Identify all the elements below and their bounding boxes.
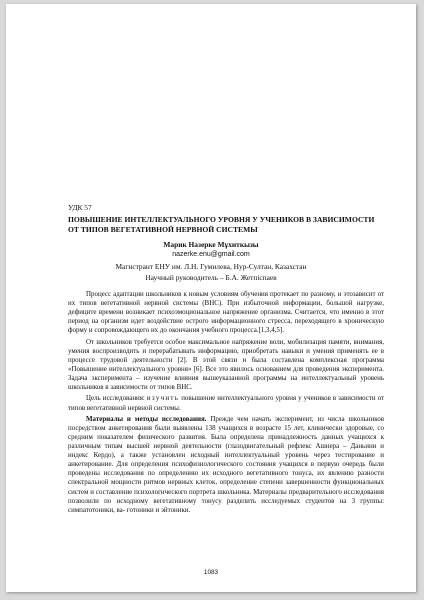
author-email[interactable]: nazerke.enu@gmail.com [172,251,250,258]
paragraph-methods [68,415,384,515]
paragraph-requirements: От школьников требуется особое максимальное напряжение воли, мобилизация памяти, внимания, умения воспроизводить и перерабатывать информацию, приобретать навыки и умения применять ее в процессе трудовой деятельности [2]. В этой связи и была составлена комплексная программа «Повышение интеллектуального уровня» [6]. Все это явилось основанием для проведения эксперимента. Задача эксперимента – изучение влияния вышеуказанной программы на интеллектуальный уровень школьников в зависимости от типов ВНС. [68,337,384,392]
paragraph-intro: Процесс адаптации школьников к новым условиям обучения протекает по разному, и этозависит от их типов вегетативной нервной системы (ВНС). При избыточной информации, большой нагрузке, дефиците времени возникает психоэмоциональное напряжение организма. Считается, что именно в этот период на организм идет воздействие острого информационного стресса, переходящего в хроническую форму и сопровождающего их до окончания учебного процесса.[1,3,4,5]. [68,290,384,335]
methods-heading: Материалы и методы исследования. [86,414,207,423]
article-title: ПОВЫШЕНИЕ ИНТЕЛЛЕКТУАЛЬНОГО УРОВНЯ У УЧЕНИКОВ В ЗАВИСИМОСТИ ОТ ТИПОВ ВЕГЕТАТИВНОЙ НЕРВНОЙ СИСТЕМЫ [68,215,375,234]
goal-text: повышение интеллектуального уровня у учеников в зависимости от типов вегетативной нервной системы. [68,394,385,412]
article-body [68,290,384,517]
udk-code: УДК 57 [68,203,92,212]
document-page [6,4,416,592]
goal-lead: Цель исследования: [86,394,145,403]
author-name: Марик Назерке Мұхиткызы [163,240,259,249]
author-position: Магистрант ЕНУ им. Л.Н. Гумилева, Нур-Султан, Казахстан [115,262,307,271]
page-number: 1083 [203,569,219,576]
goal-verb: изучить [146,394,180,403]
methods-text: Прежде чем начать эксперимент, из числа школьников посредством анкетирования были выявлены 138 учащихся в возрасте 15 лет, клинически здоровые, со средним показателем физического развития. Была определена принадлежность данных учащихся к различным типам высшей нервной деятельности (глазодвигательный рефлекс Ашнера – Даньини и индекс Кердо), а также установлен исходный интеллектуальный уровень через тестирование и анкетирование. Для определения психофизиологического состояния учащихся в первую очередь были проведены исследования по определению их исходного вегетативного тонуса, их явлению разности спектральной мощности ритмов нервных клеток, определение степени завершенности функциональных систем и составление психологического портрета школьника. Материалы предварительного исследования позволили по исходному вегетативному тонусу разделить исследуемых студентов на 3 группы: симпатотоники, ва- готоники и эйтоники. [68,414,385,514]
supervisor: Научный руководитель – Б.А. Жетпiспаев [145,273,277,282]
paragraph-goal [68,394,384,412]
